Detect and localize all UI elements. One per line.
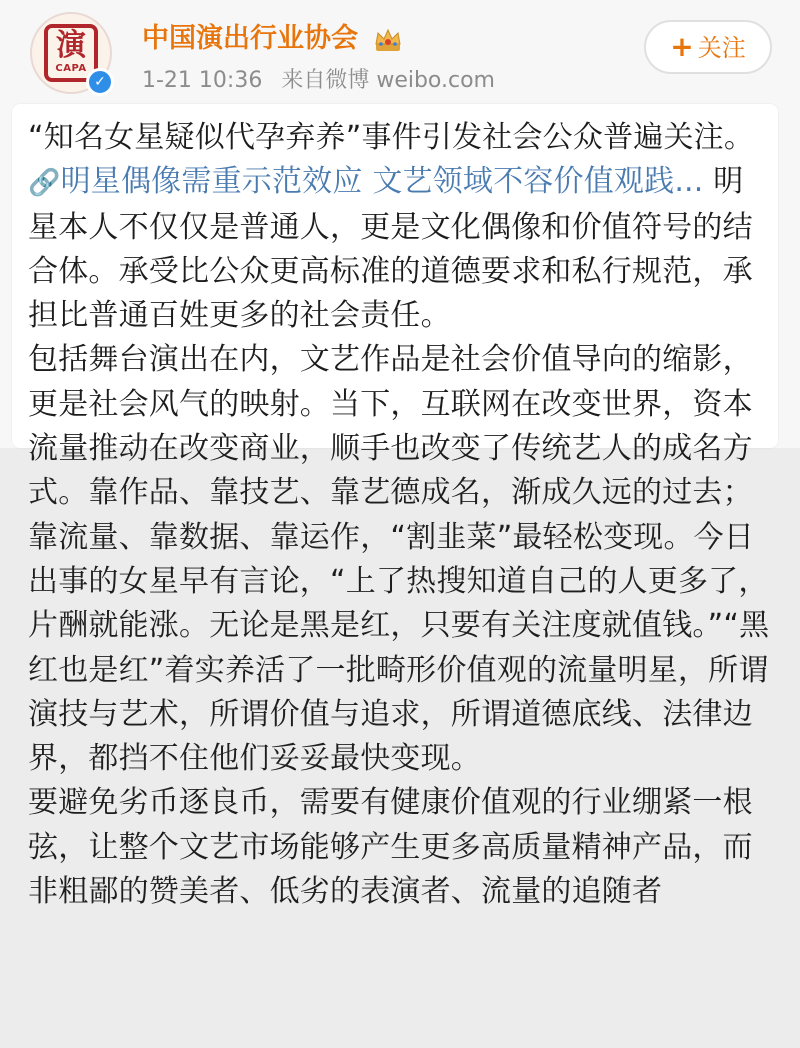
post-paragraph-1-rest: 明星本人不仅仅是普通人，更是文化偶像和价值符号的结合体。承受比公众更高标准的道德要求和私行规范，承担比普通百姓更多的社会责任。 — [28, 164, 753, 334]
post-header — [0, 0, 800, 112]
post-paragraph-2: 包括舞台演出在内，文艺作品是社会价值导向的缩影，更是社会风气的映射。当下，互联网在改变世界，资本流量推动在改变商业，顺手也改变了传统艺人的成名方式。靠作品、靠技艺、靠艺德成名，渐成久远的过去；靠流量、靠数据、靠运作，“割韭菜”最轻松变现。今日出事的女星早有言论，“上了热搜知道自己的人更多了，片酬就能涨。无论是黑是红，只要有关注度就值钱。”“黑红也是红”着实养活了一批畸形价值观的流量明星，所谓演技与艺术，所谓价值与追求，所谓道德底线、法律边界，都挡不住他们妥妥最快变现。 — [28, 342, 770, 777]
post-source: 来自微博 weibo.com — [281, 68, 495, 93]
plus-icon: + — [670, 30, 694, 63]
account-name[interactable]: 中国演出行业协会 — [142, 23, 358, 54]
post-body — [28, 116, 770, 914]
follow-button[interactable] — [644, 20, 772, 74]
crown-icon — [373, 27, 403, 53]
seal-char: 演 — [56, 28, 86, 63]
link-icon: 🔗 — [28, 168, 61, 199]
article-link[interactable]: 明星偶像需重示范效应 文艺领域不容价值观践... — [60, 164, 704, 200]
account-name-row[interactable] — [142, 22, 403, 56]
verified-badge-icon: ✓ — [86, 68, 114, 96]
post-paragraph-1 — [28, 116, 770, 338]
follow-label: 关注 — [697, 34, 746, 62]
post-meta — [142, 66, 507, 96]
seal-sub: CAPA — [55, 63, 87, 74]
post-intro: “知名女星疑似代孕弃养”事件引发社会公众普遍关注。 — [28, 120, 755, 155]
post-paragraph-3: 要避免劣币逐良币，需要有健康价值观的行业绷紧一根弦，让整个文艺市场能够产生更多高质量精神产品，而非粗鄙的赞美者、低劣的表演者、流量的追随者 — [28, 785, 753, 910]
post-time: 1-21 10:36 — [142, 68, 263, 93]
